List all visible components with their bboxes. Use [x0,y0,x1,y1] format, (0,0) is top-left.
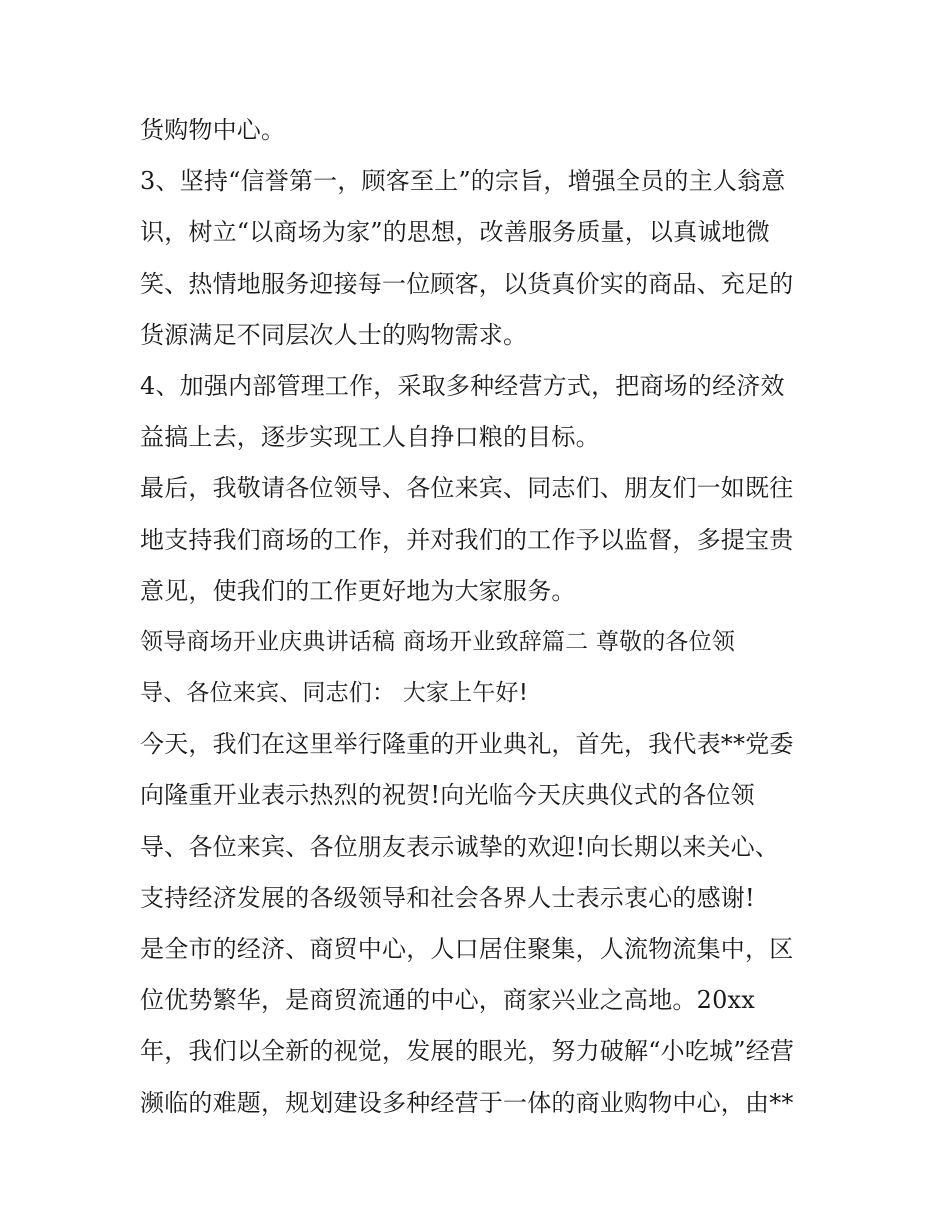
text-line: 地支持我们商场的工作，并对我们的工作予以监督，多提宝贵 [140,525,794,554]
text-line: 4、加强内部管理工作，采取多种经营方式，把商场的经济效 [140,371,785,400]
heading-line: 导、各位来宾、同志们： 大家上午好! [140,680,529,707]
text-line: 今天，我们在这里举行隆重的开业典礼，首先，我代表**党委 [140,730,794,759]
text-line: 益搞上去，逐步实现工人自挣口粮的目标。 [140,423,600,452]
text-line: 向隆重开业表示热烈的祝贺!向光临今天庆典仪式的各位领 [140,781,755,810]
text-line: 年，我们以全新的视觉，发展的眼光，努力破解“小吃城”经营 [140,1037,795,1066]
text-line: 是全市的经济、商贸中心，人口居住聚集，人流物流集中，区 [140,935,794,963]
text-line: 导、各位来宾、各位朋友表示诚挚的欢迎!向长期以来关心、 [140,832,780,861]
text-line: 笑、热情地服务迎接每一位顾客，以货真价实的商品、充足的 [140,269,794,298]
text-line: 最后，我敬请各位领导、各位来宾、同志们、朋友们一如既往 [140,474,794,503]
text-line: 位优势繁华，是商贸流通的中心，商家兴业之高地。20xx [140,986,756,1015]
text-line: 意见，使我们的工作更好地为大家服务。 [140,576,576,605]
text-line: 货购物中心。 [140,116,286,144]
heading-line: 领导商场开业庆典讲话稿 商场开业致辞篇二 尊敬的各位领 [140,628,736,655]
text-line: 识，树立“以商场为家”的思想，改善服务质量，以真诚地微 [140,218,770,247]
text-line: 濒临的难题，规划建设多种经营于一体的商业购物中心，由** [140,1088,794,1117]
text-line: 支持经济发展的各级领导和社会各界人士表示衷心的感谢! [140,883,755,912]
text-line: 货源满足不同层次人士的购物需求。 [140,320,528,349]
text-line: 3、坚持“信誉第一，顾客至上”的宗旨，增强全员的主人翁意 [140,167,786,196]
document-body [140,105,820,1129]
